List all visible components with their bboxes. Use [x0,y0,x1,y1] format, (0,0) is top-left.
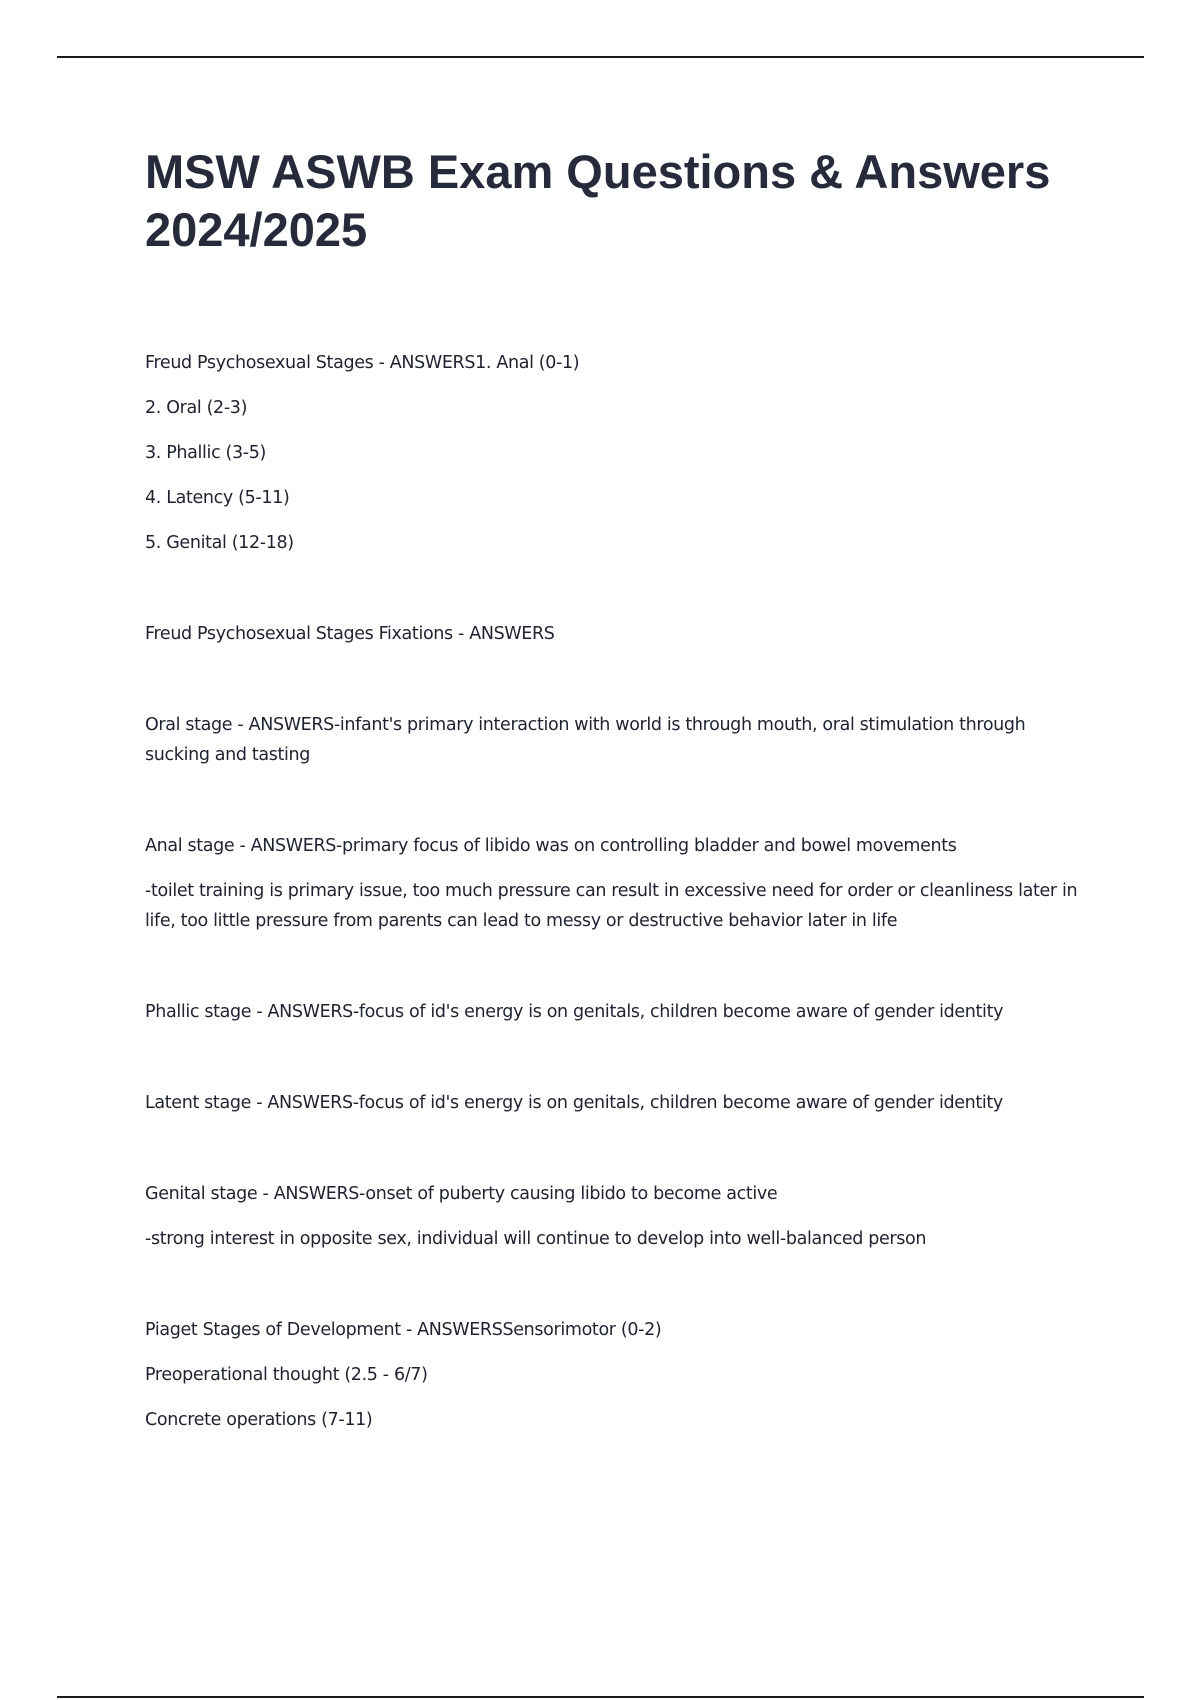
text-line: Concrete operations (7-11) [145,1410,373,1430]
text-line: 5. Genital (12-18) [145,533,294,553]
text-line: Freud Psychosexual Stages Fixations - ANSWERS [145,624,555,644]
block-latent-stage [145,1088,1095,1118]
text-line: Anal stage - ANSWERS-primary focus of libido was on controlling bladder and bowel movements [145,836,957,856]
document-body [145,348,1095,1435]
text-line: 3. Phallic (3-5) [145,443,267,463]
text-line: -toilet training is primary issue, too much pressure can result in excessive need for order or cleanliness later in life, too little pressure from parents can lead to messy or destructive behavior later in life [145,881,1078,931]
text-line: Latent stage - ANSWERS-focus of id's energy is on genitals, children become aware of gender identity [145,1093,1003,1113]
text-line: 4. Latency (5-11) [145,488,290,508]
text-line: -strong interest in opposite sex, individual will continue to develop into well-balanced person [145,1229,927,1249]
text-line: Genital stage - ANSWERS-onset of puberty causing libido to become active [145,1184,778,1204]
text-line: Oral stage - ANSWERS-infant's primary interaction with world is through mouth, oral stimulation through sucking and tasting [145,715,1026,765]
block-oral-stage [145,710,1095,770]
top-rule [57,56,1144,58]
block-phallic-stage [145,997,1095,1027]
block-genital-stage [145,1179,1095,1254]
document-title: MSW ASWB Exam Questions & Answers 2024/2025 [145,145,1051,256]
bottom-rule [57,1696,1144,1698]
text-line: 2. Oral (2-3) [145,398,248,418]
block-anal-stage [145,831,1095,936]
text-line: Phallic stage - ANSWERS-focus of id's energy is on genitals, children become aware of gender identity [145,1002,1004,1022]
block-piaget-stages [145,1315,1095,1435]
text-line: Preoperational thought (2.5 - 6/7) [145,1365,428,1385]
text-line: Freud Psychosexual Stages - ANSWERS1. Anal (0-1) [145,353,580,373]
text-line: Piaget Stages of Development - ANSWERSSensorimotor (0-2) [145,1320,662,1340]
block-freud-fixations [145,619,1095,649]
block-freud-psychosexual-stages [145,348,1095,558]
